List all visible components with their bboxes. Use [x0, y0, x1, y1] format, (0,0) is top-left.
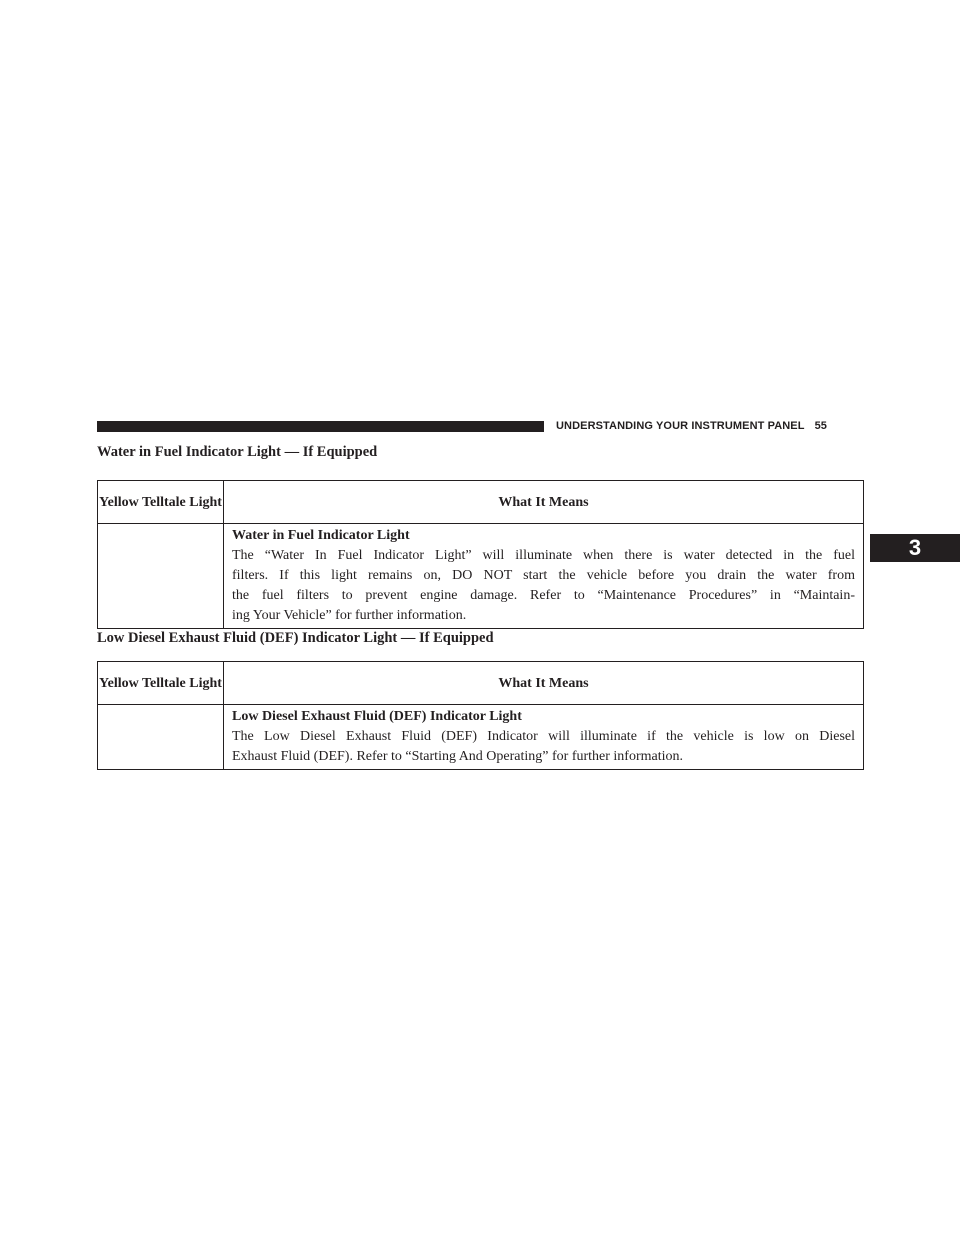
entry-line: ing Your Vehicle” for further information.: [232, 608, 467, 623]
column-header-meaning: What It Means: [224, 662, 864, 705]
entry-title: Water in Fuel Indicator Light: [232, 528, 410, 543]
entry-line: filters. If this light remains on, DO NOT start the vehicle before you drain the water from: [232, 568, 855, 583]
entry-line: the fuel filters to prevent engine damage. Refer to “Maintenance Procedures” in “Maintain-: [232, 588, 855, 603]
entry-description: [232, 727, 855, 767]
section-title-water-in-fuel: Water in Fuel Indicator Light — If Equipped: [97, 444, 378, 460]
telltale-icon-cell: [98, 705, 224, 770]
telltale-table-water-in-fuel: [97, 480, 864, 629]
section-title-low-def: Low Diesel Exhaust Fluid (DEF) Indicator Light — If Equipped: [97, 630, 494, 646]
telltale-icon-cell: [98, 524, 224, 629]
header-rule: [97, 421, 544, 432]
table-header-row: [98, 481, 864, 524]
running-header: [556, 420, 827, 433]
table-row: [98, 524, 864, 629]
table-header-row: [98, 662, 864, 705]
chapter-tab: 3: [870, 534, 960, 562]
entry-line: Exhaust Fluid (DEF). Refer to “Starting And Operating” for further information.: [232, 749, 684, 764]
entry-line: The “Water In Fuel Indicator Light” will illuminate when there is water detected in the fuel: [232, 548, 855, 563]
column-header-telltale: Yellow Telltale Light: [98, 481, 224, 524]
meaning-cell: [224, 524, 864, 629]
meaning-cell: [224, 705, 864, 770]
column-header-telltale: Yellow Telltale Light: [98, 662, 224, 705]
column-header-meaning: What It Means: [224, 481, 864, 524]
page-number: 55: [814, 420, 827, 432]
entry-line: The Low Diesel Exhaust Fluid (DEF) Indicator will illuminate if the vehicle is low on Diesel: [232, 729, 855, 744]
chapter-title: UNDERSTANDING YOUR INSTRUMENT PANEL: [556, 420, 805, 432]
entry-description: [232, 546, 855, 626]
telltale-table-low-def: [97, 661, 864, 770]
entry-title: Low Diesel Exhaust Fluid (DEF) Indicator Light: [232, 709, 522, 724]
table-row: [98, 705, 864, 770]
